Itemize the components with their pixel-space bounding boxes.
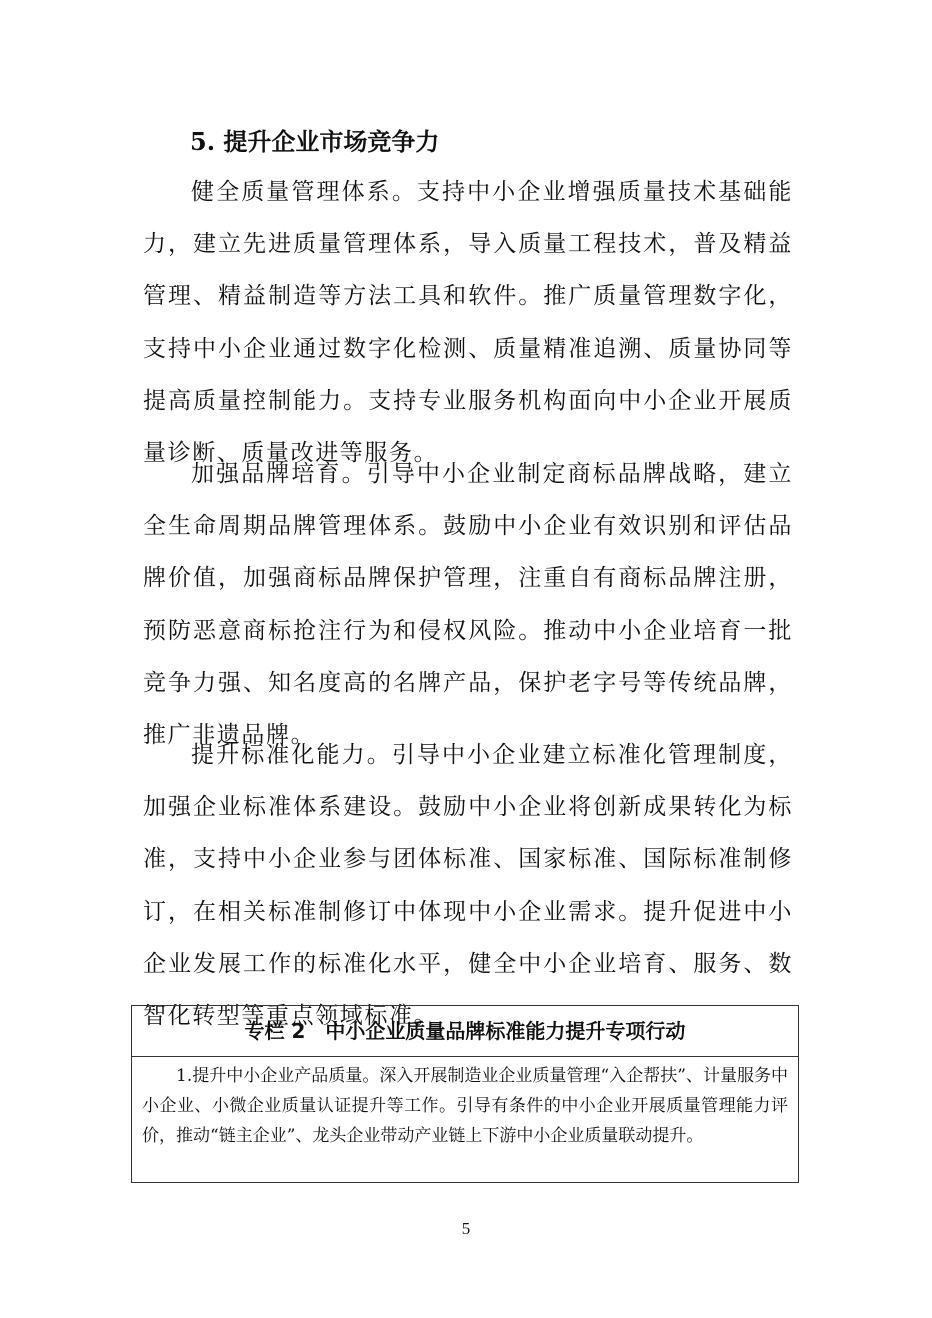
paragraph-standardization: 提升标准化能力。引导中小企业建立标准化管理制度，加强企业标准体系建设。鼓励中小企业将创新成果转化为标准，支持中小企业参与团体标准、国家标准、国际标准制修订，在相关标准制修订中体现中小企业需求。提升促进中小企业发展工作的标准化水平，健全中小企业培育、服务、数智化转型等重点领域标准。: [143, 742, 793, 1030]
column-box: [131, 1005, 799, 1183]
section-heading: 5. 提升企业市场竞争力: [190, 127, 440, 156]
column-box-title: 专栏 2 中小企业质量品牌标准能力提升专项行动: [132, 1006, 798, 1057]
paragraph-quality-management: 健全质量管理体系。支持中小企业增强质量技术基础能力，建立先进质量管理体系，导入质量工程技术，普及精益管理、精益制造等方法工具和软件。推广质量管理数字化，支持中小企业通过数字化检测、质量精准追溯、质量协同等提高质量控制能力。支持专业服务机构面向中小企业开展质量诊断、质量改进等服务。: [143, 179, 793, 467]
paragraph-brand-cultivation: 加强品牌培育。引导中小企业制定商标品牌战略，建立全生命周期品牌管理体系。鼓励中小企业有效识别和评估品牌价值，加强商标品牌保护管理，注重自有商标品牌注册，预防恶意商标抢注行为和侵权风险。推动中小企业培育一批竞争力强、知名度高的名牌产品，保护老字号等传统品牌，推广非遗品牌。: [143, 461, 793, 749]
page-number: 5: [461, 1219, 471, 1238]
column-box-body: 1.提升中小企业产品质量。深入开展制造业企业质量管理“入企帮扶”、计量服务中小企业、小微企业质量认证提升等工作。引导有条件的中小企业开展质量管理能力评价，推动“链主企业”、龙头企业带动产业链上下游中小企业质量联动提升。: [142, 1066, 788, 1146]
